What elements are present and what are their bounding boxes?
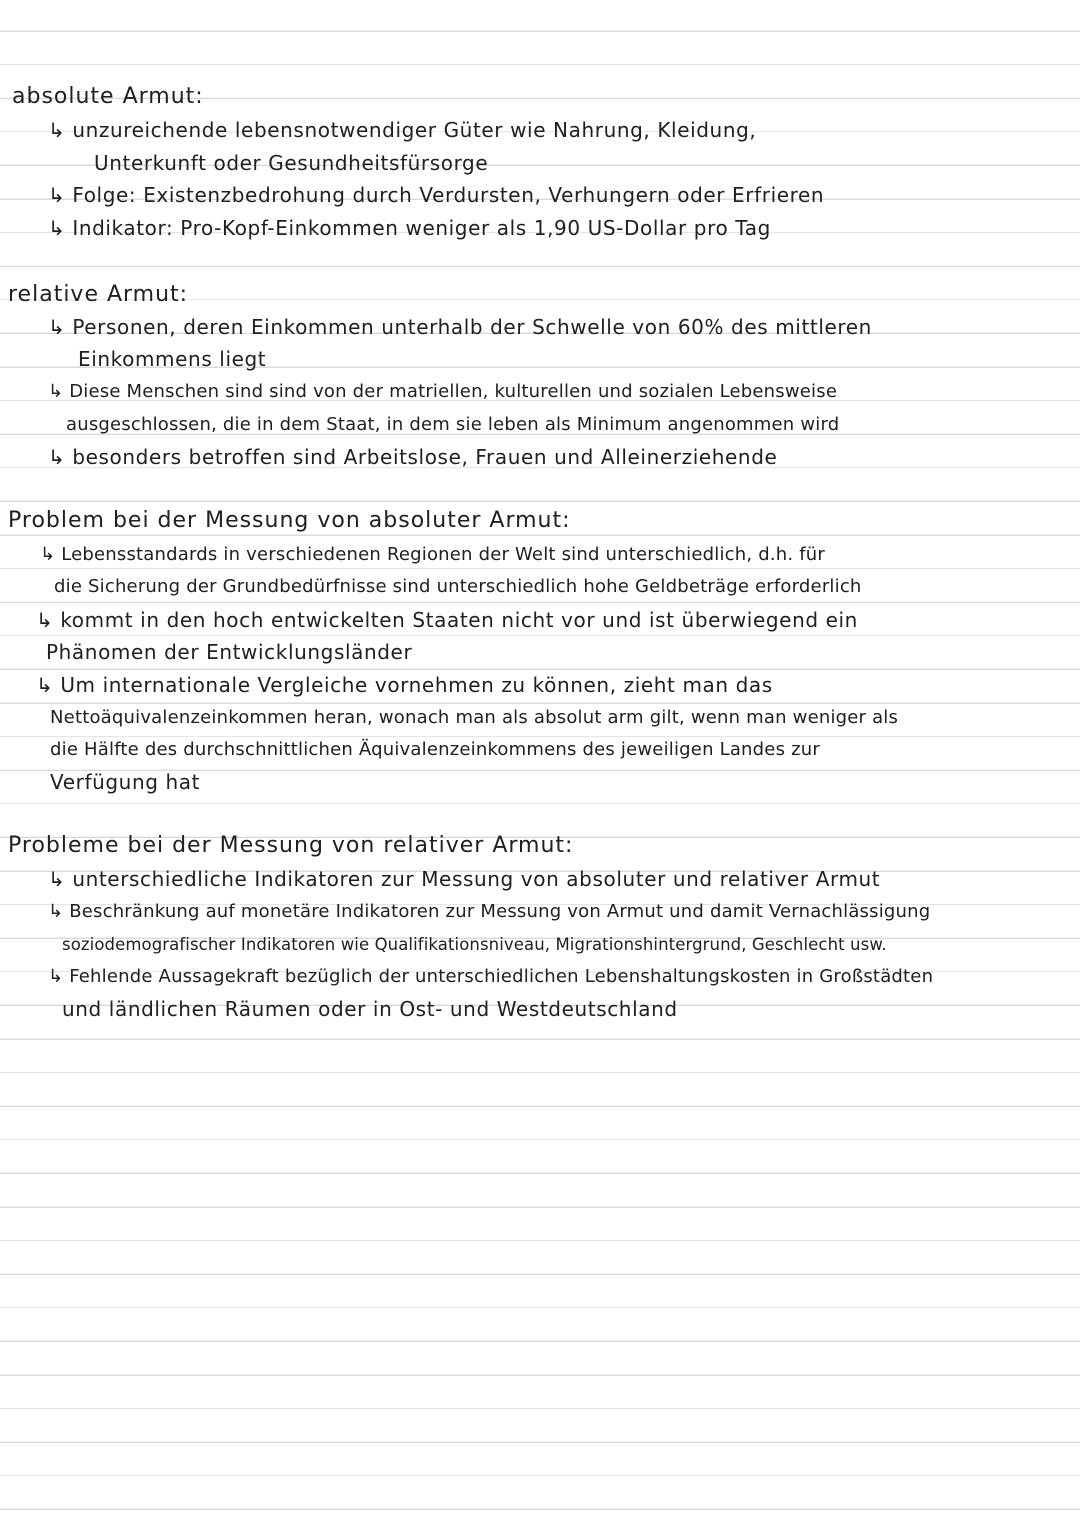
note-line: die Hälfte des durchschnittlichen Äquivalenzeinkommens des jeweiligen Landes zur bbox=[50, 739, 820, 760]
note-line: ↳ Fehlende Aussagekraft bezüglich der unterschiedlichen Lebenshaltungskosten in Großstädten bbox=[48, 966, 934, 987]
note-line: Einkommens liegt bbox=[78, 347, 267, 371]
note-line: Phänomen der Entwicklungsländer bbox=[46, 640, 413, 664]
heading-relative-armut: relative Armut: bbox=[8, 282, 189, 307]
note-line: Unterkunft oder Gesundheitsfürsorge bbox=[94, 151, 489, 175]
note-line: ↳ Um internationale Vergleiche vornehmen zu können, zieht man das bbox=[36, 673, 773, 697]
note-line: ↳ Diese Menschen sind sind von der matriellen, kulturellen und sozialen Lebensweise bbox=[48, 381, 838, 402]
note-line: die Sicherung der Grundbedürfnisse sind unterschiedlich hohe Geldbeträge erforderlich bbox=[54, 576, 862, 597]
note-line: und ländlichen Räumen oder in Ost- und Westdeutschland bbox=[62, 997, 678, 1021]
note-line: ↳ Beschränkung auf monetäre Indikatoren zur Messung von Armut und damit Vernachlässigung bbox=[48, 901, 931, 922]
note-line: soziodemografischer Indikatoren wie Qualifikationsniveau, Migrationshintergrund, Geschlecht usw. bbox=[62, 935, 887, 954]
note-line: ausgeschlossen, die in dem Staat, in dem sie leben als Minimum angenommen wird bbox=[66, 414, 840, 435]
heading-problem-absolute: Problem bei der Messung von absoluter Armut: bbox=[8, 508, 571, 533]
note-line: ↳ Folge: Existenzbedrohung durch Verdursten, Verhungern oder Erfrieren bbox=[48, 183, 825, 207]
note-line: ↳ besonders betroffen sind Arbeitslose, Frauen und Alleinerziehende bbox=[48, 445, 778, 469]
note-line: ↳ unzureichende lebensnotwendiger Güter wie Nahrung, Kleidung, bbox=[48, 118, 757, 142]
heading-problem-relative: Probleme bei der Messung von relativer Armut: bbox=[8, 833, 574, 858]
heading-absolute-armut: absolute Armut: bbox=[12, 84, 204, 109]
note-line: ↳ kommt in den hoch entwickelten Staaten nicht vor und ist überwiegend ein bbox=[36, 608, 858, 632]
note-line: Verfügung hat bbox=[50, 770, 201, 794]
note-line: Nettoäquivalenzeinkommen heran, wonach man als absolut arm gilt, wenn man weniger als bbox=[50, 707, 899, 728]
note-line: ↳ unterschiedliche Indikatoren zur Messung von absoluter und relativer Armut bbox=[48, 867, 881, 891]
note-line: ↳ Indikator: Pro-Kopf-Einkommen weniger als 1,90 US-Dollar pro Tag bbox=[48, 216, 771, 240]
note-line: ↳ Lebensstandards in verschiedenen Regionen der Welt sind unterschiedlich, d.h. für bbox=[40, 544, 825, 565]
note-line: ↳ Personen, deren Einkommen unterhalb der Schwelle von 60% des mittleren bbox=[48, 315, 872, 339]
